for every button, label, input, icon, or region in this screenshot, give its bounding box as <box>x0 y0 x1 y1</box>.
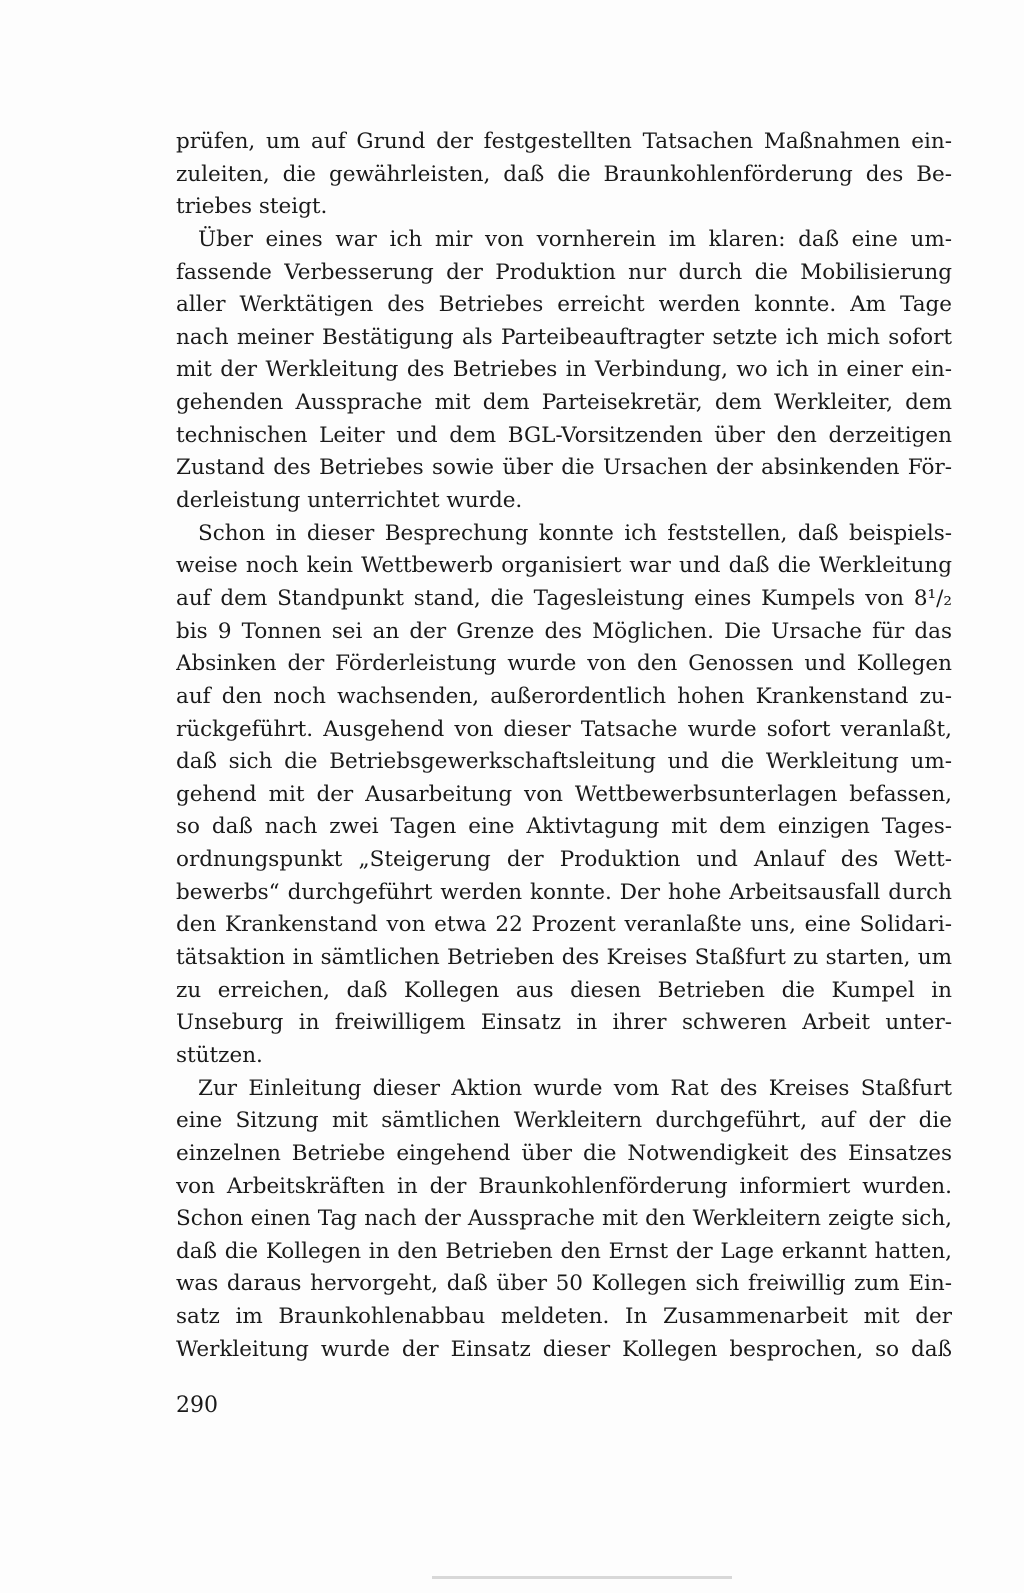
text-line: was daraus hervorgeht, daß über 50 Kollegen sich freiwillig zum Ein- <box>176 1271 952 1297</box>
text-line: rückgeführt. Ausgehend von dieser Tatsache wurde sofort veranlaßt, <box>176 716 952 742</box>
text-line: Unseburg in freiwilligem Einsatz in ihrer schweren Arbeit unter- <box>176 1010 952 1036</box>
text-line: satz im Braunkohlenabbau meldeten. In Zusammenarbeit mit der <box>176 1304 952 1330</box>
text-line: gehend mit der Ausarbeitung von Wettbewerbsunterlagen befassen, <box>176 781 952 807</box>
text-line: prüfen, um auf Grund der festgestellten Tatsachen Maßnahmen ein- <box>176 129 952 154</box>
text-line: bis 9 Tonnen sei an der Grenze des Möglichen. Die Ursache für das <box>176 618 952 644</box>
text-line: fassende Verbesserung der Produktion nur durch die Mobilisierung <box>176 259 952 285</box>
body-text <box>176 126 952 1366</box>
text-line: daß sich die Betriebsgewerkschaftsleitung und die Werkleitung um- <box>176 749 952 775</box>
text-line: stützen. <box>176 1042 263 1068</box>
text-line: triebes steigt. <box>176 194 328 220</box>
text-line: zu erreichen, daß Kollegen aus diesen Betrieben die Kumpel in <box>176 977 952 1003</box>
text-line: bewerbs“ durchgeführt werden konnte. Der hohe Arbeitsausfall durch <box>176 879 952 905</box>
text-line: aller Werktätigen des Betriebes erreicht werden konnte. Am Tage <box>176 292 952 318</box>
text-line: Werkleitung wurde der Einsatz dieser Kollegen besprochen, so daß <box>176 1336 952 1362</box>
text-line: weise noch kein Wettbewerb organisiert war und daß die Werkleitung <box>176 553 952 579</box>
text-line: derleistung unterrichtet wurde. <box>176 488 523 514</box>
text-line: Absinken der Förderleistung wurde von den Genossen und Kollegen <box>176 651 952 677</box>
text-line: von Arbeitskräften in der Braunkohlenförderung informiert wurden. <box>176 1173 952 1199</box>
text-line: daß die Kollegen in den Betrieben den Ernst der Lage erkannt hatten, <box>176 1238 952 1264</box>
text-line: zuleiten, die gewährleisten, daß die Braunkohlenförderung des Be- <box>176 161 952 187</box>
text-line: eine Sitzung mit sämtlichen Werkleitern durchgeführt, auf der die <box>176 1108 952 1134</box>
text-line: Zur Einleitung dieser Aktion wurde vom Rat des Kreises Staßfurt <box>198 1075 952 1101</box>
text-line: Zustand des Betriebes sowie über die Ursachen der absinkenden För- <box>176 455 952 481</box>
page-number: 290 <box>176 1393 218 1418</box>
text-line: Über eines war ich mir von vornherein im klaren: daß eine um- <box>198 226 952 252</box>
text-line: so daß nach zwei Tagen eine Aktivtagung mit dem einzigen Tages- <box>176 814 952 840</box>
text-line: auf dem Standpunkt stand, die Tagesleistung eines Kumpels von 8¹/₂ <box>176 585 952 611</box>
text-line: mit der Werkleitung des Betriebes in Verbindung, wo ich in einer ein- <box>176 357 952 383</box>
text-line: tätsaktion in sämtlichen Betrieben des Kreises Staßfurt zu starten, um <box>176 945 952 971</box>
text-line: technischen Leiter und dem BGL-Vorsitzenden über den derzeitigen <box>176 422 952 448</box>
text-line: einzelnen Betriebe eingehend über die Notwendigkeit des Einsatzes <box>176 1140 952 1166</box>
text-line: gehenden Aussprache mit dem Parteisekretär, dem Werkleiter, dem <box>176 390 952 416</box>
text-line: den Krankenstand von etwa 22 Prozent veranlaßte uns, eine Solidari- <box>176 912 952 938</box>
text-line: nach meiner Bestätigung als Parteibeauftragter setzte ich mich sofort <box>176 324 952 350</box>
scan-edge-mark <box>432 1576 732 1579</box>
text-line: Schon in dieser Besprechung konnte ich feststellen, daß beispiels- <box>198 520 952 546</box>
text-line: ordnungspunkt „Steigerung der Produktion und Anlauf des Wett- <box>176 847 952 873</box>
text-line: auf den noch wachsenden, außerordentlich hohen Krankenstand zu- <box>176 683 952 709</box>
text-line: Schon einen Tag nach der Aussprache mit den Werkleitern zeigte sich, <box>176 1206 952 1232</box>
